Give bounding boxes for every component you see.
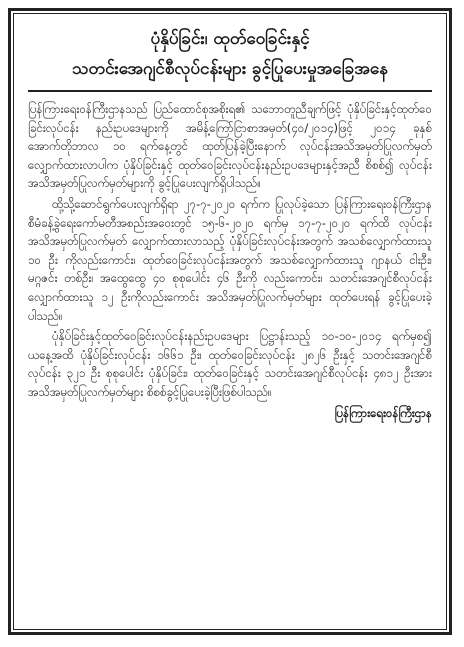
notice-frame <box>8 8 452 635</box>
body-paragraph-3: ပုံနှိပ်ခြင်းနှင့်ထုတ်ဝေခြင်းလုပ်ငန်းနည်းဥပဒေများ ပြဋ္ဌာန်းသည့် ၁၀-၁၀-၂၀၁၄ ရက်မှစ၍ ယနေ့အထိ ပုံနှိပ်ခြင်းလုပ်ငန်း ၁၆၆၁ ဦး၊ ထုတ်ဝေခြင်းလုပ်ငန်း ၂၈၂၆ ဦးနှင့် သတင်းအေဂျင်စီလုပ်ငန်း ၃၂၁ ဦး စုစုပေါင်း ပုံနှိပ်ခြင်း၊ ထုတ်ဝေခြင်းနှင့် သတင်းအေဂျင်စီလုပ်ငန်း ၄၈၁၂ ဦးအား အသိအမှတ်ပြုလက်မှတ်များ စိစစ်ခွင့်ပြုပေးခဲ့ပြီးဖြစ်ပါသည်။ <box>28 329 432 399</box>
issuing-ministry-signature: ပြန်ကြားရေးဝန်ကြီးဌာန <box>334 405 432 420</box>
notice-headline <box>28 24 432 84</box>
notice-inner-border <box>13 13 447 630</box>
headline-line-2: သတင်းအေဂျင်စီလုပ်ငန်းများ ခွင့်ပြုပေးမှုအခြေအနေ <box>72 59 388 79</box>
body-paragraph-1: ပြန်ကြားရေးဝန်ကြီးဌာနသည် ပြည်ထောင်စုအစိုးရ၏ သဘောတူညီချက်ဖြင့် ပုံနှိပ်ခြင်းနှင့်ထုတ်ဝေခြင်းလုပ်ငန်း နည်းဥပဒေများကို အမိန့်ကြော်ငြာစာအမှတ်(၄၀/၂၀၁၄)ဖြင့် ၂၀၁၄ ခုနှစ် အောက်တိုဘာလ ၁၀ ရက်နေ့တွင် ထုတ်ပြန်ခဲ့ပြီးနောက် လုပ်ငန်းအသိအမှတ်ပြုလက်မှတ် လျှောက်ထားလာပါက ပုံနှိပ်ခြင်းနှင့် ထုတ်ဝေခြင်းလုပ်ငန်းနည်းဥပဒေများနှင့်အညီ စိစစ်၍ လုပ်ငန်းအသိအမှတ်ပြုလက်မှတ်များကို ခွင့်ပြုပေးလျက်ရှိပါသည်။ <box>28 102 432 191</box>
headline-line-1: ပုံနှိပ်ခြင်း၊ ထုတ်ဝေခြင်းနှင့် <box>150 29 310 49</box>
headline-divider <box>28 90 432 92</box>
body-paragraph-2: ထို့သို့ဆောင်ရွက်ပေးလျက်ရှိရာ ၂၇-၇-၂၀၂၀ ရက်က ပြုလုပ်ခဲ့သော ပြန်ကြားရေးဝန်ကြီးဌာန စီမံခန့်ခွဲရေးကော်မတီအစည်းအဝေးတွင် ၁၅-၆-၂၀၂၀ ရက်မှ ၁၇-၇-၂၀၂၀ ရက်ထိ လုပ်ငန်းအသိအမှတ်ပြုလက်မှတ် လျှောက်ထားလာသည့် ပုံနှိပ်ခြင်းလုပ်ငန်းအတွက် အသစ်လျှောက်ထားသူ ၁၀ ဦး ကိုလည်းကောင်း၊ ထုတ်ဝေခြင်းလုပ်ငန်းအတွက် အသစ်လျှောက်ထားသူ ဂျာနယ် ငါးဦး၊ မဂ္ဂဇင်း တစ်ဦး၊ အထွေထွေ ၄၀ စုစုပေါင်း ၄၆ ဦးကို လည်းကောင်း၊ သတင်းအေဂျင်စီလုပ်ငန်းလျှောက်ထားသူ ၁၂ ဦးကိုလည်းကောင်း အသိအမှတ်ပြုလက်မှတ်များ ထုတ်ပေးရန် ခွင့်ပြုပေးခဲ့ပါသည်။ <box>28 196 432 323</box>
